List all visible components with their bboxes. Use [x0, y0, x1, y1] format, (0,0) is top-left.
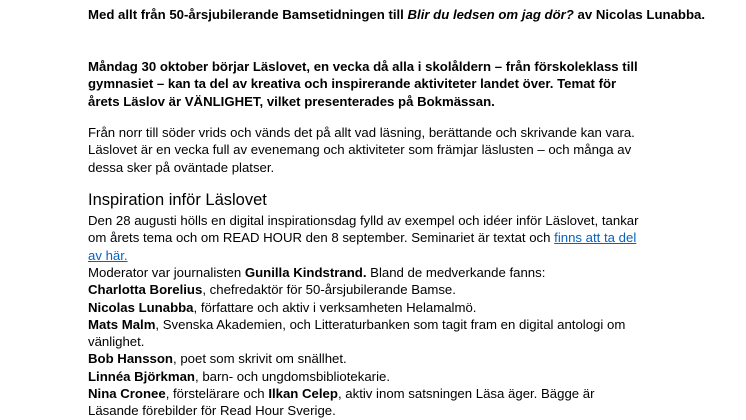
lead-prefix: Med allt från 50-årsjubilerande Bamsetidningen till: [88, 7, 408, 22]
participant-item: Charlotta Borelius, chefredaktör för 50-årsjubilerande Bamse.: [88, 282, 456, 298]
lead-line: [88, 6, 706, 23]
participant-item: Bob Hansson, poet som skrivit om snällhet.: [88, 351, 347, 367]
section-heading: Inspiration inför Läslovet: [88, 191, 267, 209]
participant-item: Mats Malm, Svenska Akademien, och Litteraturbanken som tagit fram en digital antologi om vänlighet.: [88, 316, 626, 350]
lead-suffix: av Nicolas Lunabba.: [573, 7, 706, 22]
seminar-link[interactable]: finns att ta del av här.: [88, 230, 637, 263]
intro-paragraph: Måndag 30 oktober börjar Läslovet, en vecka då alla i skolåldern – från förskoleklass till gymnasiet – kan ta del av kreativa och inspirerande aktiviteter landet över. Temat för årets Läslov är VÄNLIGHET, vilket presenterades på Bokmässan.: [88, 59, 638, 109]
inspiration-text: Den 28 augusti hölls en digital inspirationsdag fylld av exempel och idéer inför Läslovet, tankar om årets tema och om READ HOUR den 8 september. Seminariet är textat och: [88, 213, 639, 246]
participant-item: Nicolas Lunabba, författare och aktiv i verksamheten Helamalmö.: [88, 299, 477, 315]
book-title: Blir du ledsen om jag dör?: [407, 7, 574, 22]
participant-item: Nina Cronee, förstelärare och Ilkan Celep, aktiv inom satsningen Läsa äger. Bägge är Läsande förebilder för Read Hour Sverige.: [88, 386, 595, 419]
body-paragraph: Från norr till söder vrids och vänds det på allt vad läsning, berättande och skrivande kan vara. Läslovet är en vecka full av evenemang och aktiviteter som främjar läslusten – och många av dessa sker på oväntade platser.: [88, 125, 635, 175]
inspiration-paragraph: [88, 212, 648, 264]
participants-list: [88, 264, 648, 420]
moderator-line: Moderator var journalisten Gunilla Kindstrand. Bland de medverkande fanns:: [88, 265, 546, 280]
moderator-name: Gunilla Kindstrand.: [244, 265, 367, 280]
participant-item: Linnéa Björkman, barn- och ungdomsbibliotekarie.: [88, 368, 390, 384]
